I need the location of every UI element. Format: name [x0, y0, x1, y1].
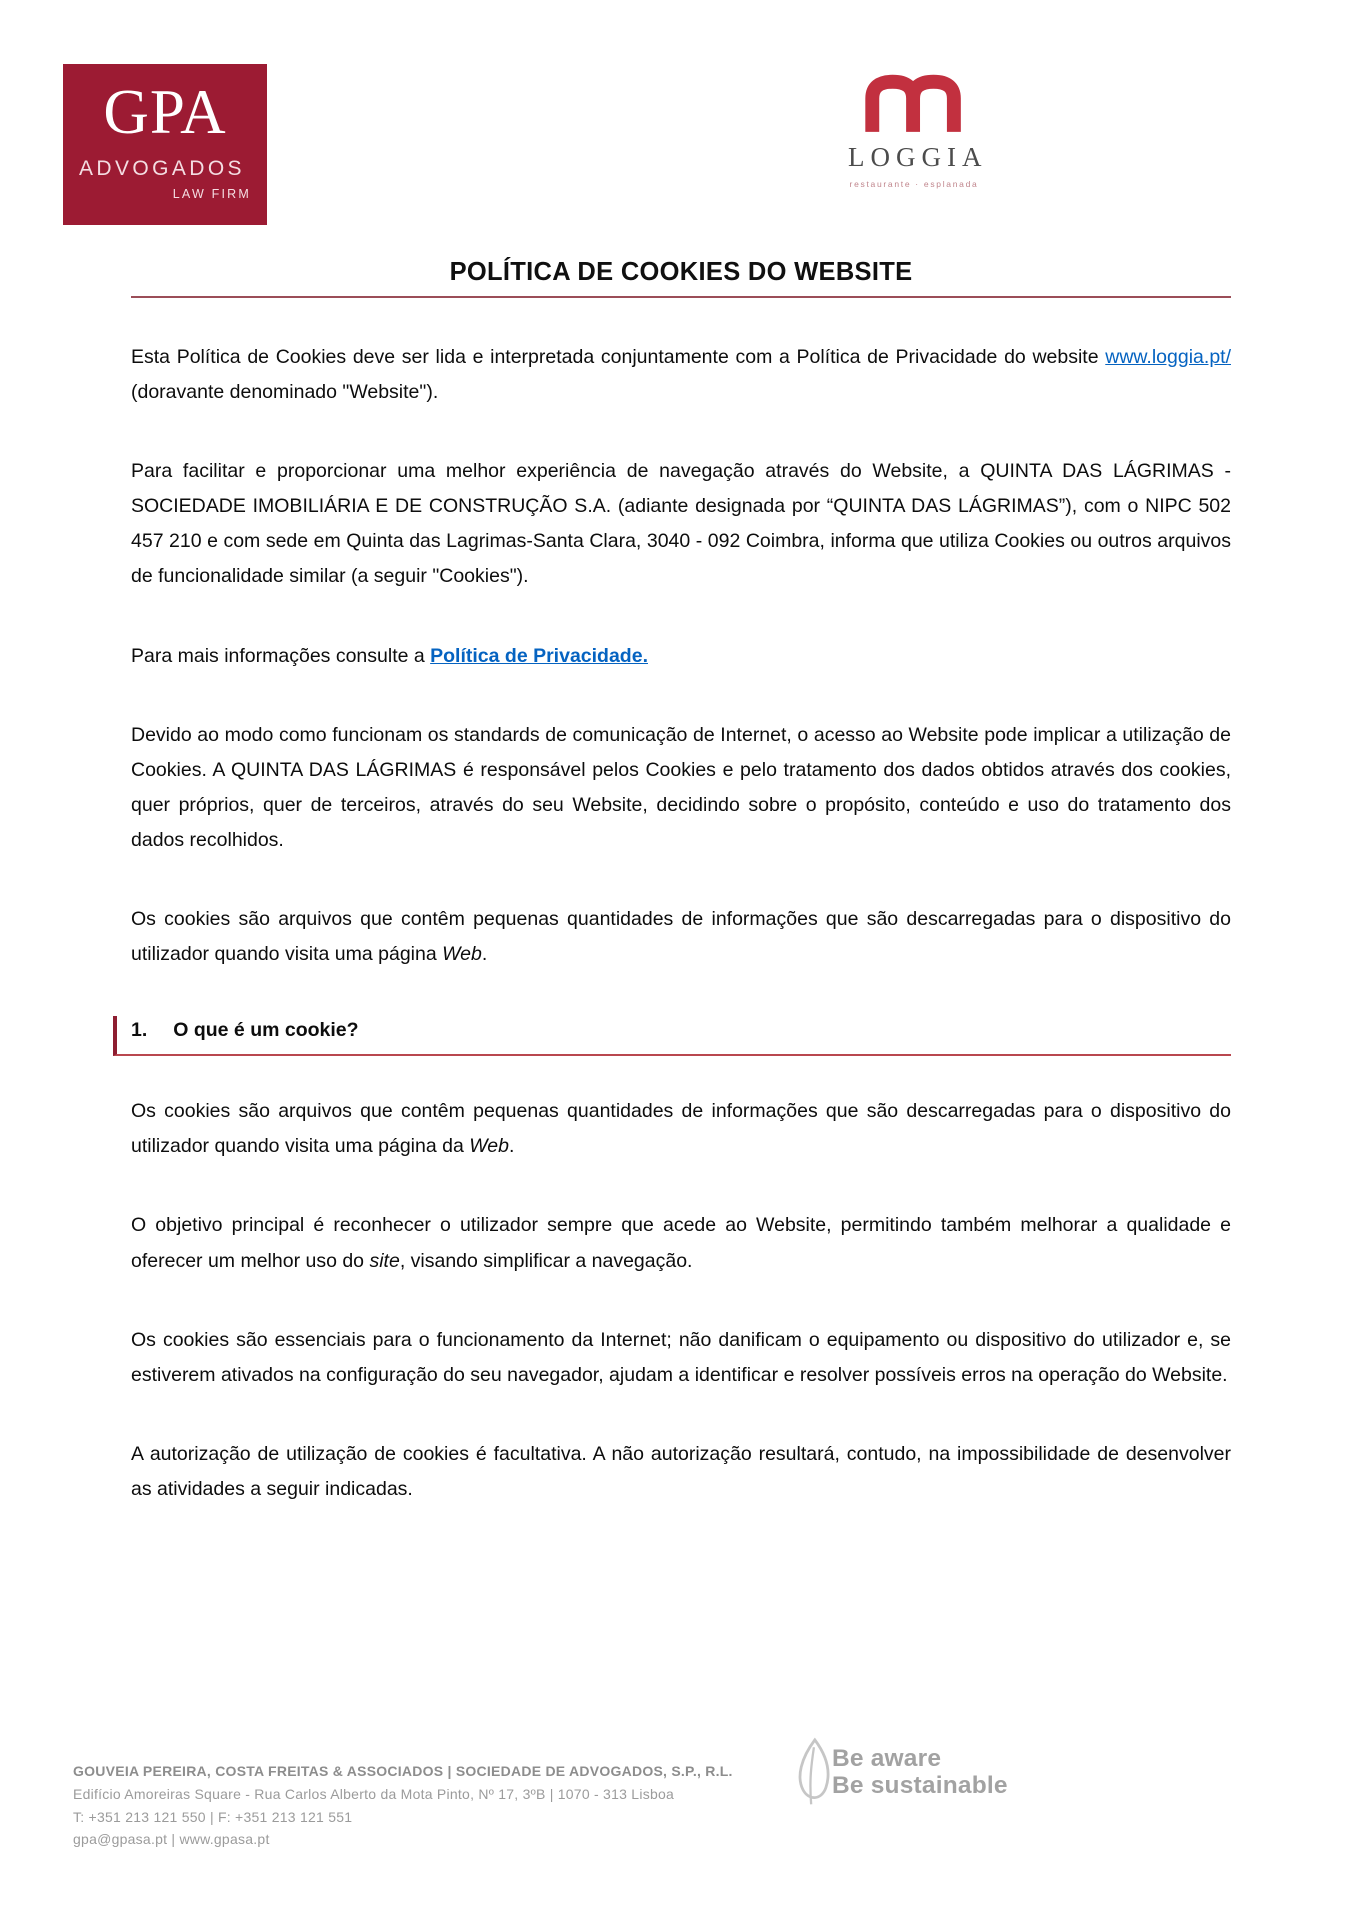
- web-italic-term: Web: [442, 943, 482, 966]
- document-header: [0, 0, 1358, 240]
- gpa-logo-acronym: GPA: [103, 77, 227, 147]
- footer-email-web: gpa@gpasa.pt | www.gpasa.pt: [73, 1831, 270, 1848]
- loggia-logo: [848, 74, 988, 189]
- title-divider: [131, 296, 1231, 298]
- footer-firm-name: GOUVEIA PEREIRA, COSTA FREITAS & ASSOCIADOS | SOCIEDADE DE ADVOGADOS, S.P., R.L.: [73, 1763, 733, 1780]
- paragraph-text: Para mais informações consulte a: [131, 644, 431, 667]
- gpa-logo-tagline: LAW FIRM: [172, 187, 251, 201]
- site-italic-term: site: [369, 1249, 400, 1272]
- loggia-logo-name: LOGGIA: [848, 142, 988, 172]
- paragraph-text: Esta Política de Cookies deve ser lida e interpretada conjuntamente com a Política de Privacidade do website: [131, 346, 1106, 368]
- footer-address: Edifício Amoreiras Square - Rua Carlos Alberto da Mota Pinto, Nº 17, 3ºB | 1070 - 313 Lisboa: [73, 1785, 675, 1802]
- document-body: [131, 258, 1231, 1507]
- paragraph-text: Os cookies são arquivos que contêm pequenas quantidades de informações que são descarregadas para o dispositivo do utilizador quando visita uma página da: [131, 1100, 1231, 1158]
- loggia-m-icon: [863, 74, 965, 134]
- loggia-website-link[interactable]: www.loggia.pt/: [1105, 346, 1231, 368]
- paragraph-text: .: [508, 1135, 515, 1158]
- paragraph-intro-4: Devido ao modo como funcionam os standards de comunicação de Internet, o acesso ao Website pode implicar a utilização de Cookies. A QUINTA DAS LÁGRIMAS é responsável pelos Cookies e pelo tratamento dos dados obtidos através dos cookies, quer próprios, quer de terceiros, através do seu Website, decidindo sobre o propósito, conteúdo e uso do tratamento dos dados recolhidos.: [131, 723, 1231, 851]
- section-1-number: 1.: [131, 1019, 148, 1042]
- paragraph-section1-1: [131, 1094, 1231, 1164]
- sustainability-mark: [790, 1735, 1008, 1811]
- paragraph-intro-1: [131, 340, 1231, 410]
- section-1-title: O que é um cookie?: [173, 1019, 359, 1042]
- loggia-logo-tagline: restaurante · esplanada: [849, 179, 979, 189]
- sustainability-text: [832, 1746, 1008, 1800]
- intro-section: [131, 340, 1231, 972]
- leaf-icon: [790, 1735, 836, 1811]
- paragraph-text: (doravante denominado "Website").: [131, 381, 439, 404]
- web-italic-term: Web: [469, 1135, 509, 1158]
- sustainability-line-2: Be sustainable: [832, 1772, 1008, 1799]
- footer-phones: T: +351 213 121 550 | F: +351 213 121 551: [73, 1808, 353, 1825]
- paragraph-text: , visando simplificar a navegação.: [399, 1249, 693, 1272]
- paragraph-section1-4: A autorização de utilização de cookies é facultativa. A não autorização resultará, contudo, na impossibilidade de desenvolver as atividades a seguir indicadas.: [131, 1442, 1231, 1500]
- footer-firm-details: [73, 1760, 733, 1851]
- paragraph-section1-2: [131, 1208, 1231, 1278]
- paragraph-intro-3: [131, 639, 1231, 674]
- paragraph-text: O objetivo principal é reconhecer o utilizador sempre que acede ao Website, permitindo também melhorar a qualidade e oferecer um melhor uso do: [131, 1214, 1231, 1272]
- section-1-heading: [113, 1016, 1231, 1056]
- paragraph-intro-2: Para facilitar e proporcionar uma melhor experiência de navegação através do Website, a QUINTA DAS LÁGRIMAS - SOCIEDADE IMOBILIÁRIA E DE CONSTRUÇÃO S.A. (adiante designada por “QUINTA DAS LÁGRIMAS”), com o NIPC 502 457 210 e com sede em Quinta das Lagrimas-Santa Clara, 3040 - 092 Coimbra, informa que utiliza Cookies ou outros arquivos de funcionalidade similar (a seguir "Cookies").: [131, 460, 1231, 588]
- paragraph-text: Os cookies são arquivos que contêm pequenas quantidades de informações que são descarregadas para o dispositivo do utilizador quando visita uma página: [131, 908, 1231, 966]
- gpa-logo-subtitle: ADVOGADOS: [79, 157, 245, 180]
- paragraph-intro-5: [131, 902, 1231, 972]
- section-1-body: [131, 1094, 1231, 1507]
- document-title: POLÍTICA DE COOKIES DO WEBSITE: [449, 258, 913, 286]
- sustainability-line-1: Be aware: [832, 1745, 942, 1773]
- privacy-policy-link[interactable]: Política de Privacidade.: [430, 644, 648, 667]
- gpa-logo: [63, 64, 267, 225]
- paragraph-text: .: [481, 943, 488, 966]
- paragraph-section1-3: Os cookies são essenciais para o funcionamento da Internet; não danificam o equipamento ou dispositivo do utilizador e, se estiverem ativados na configuração do seu navegador, ajudam a identificar e resolver possíveis erros na operação do Website.: [131, 1328, 1231, 1386]
